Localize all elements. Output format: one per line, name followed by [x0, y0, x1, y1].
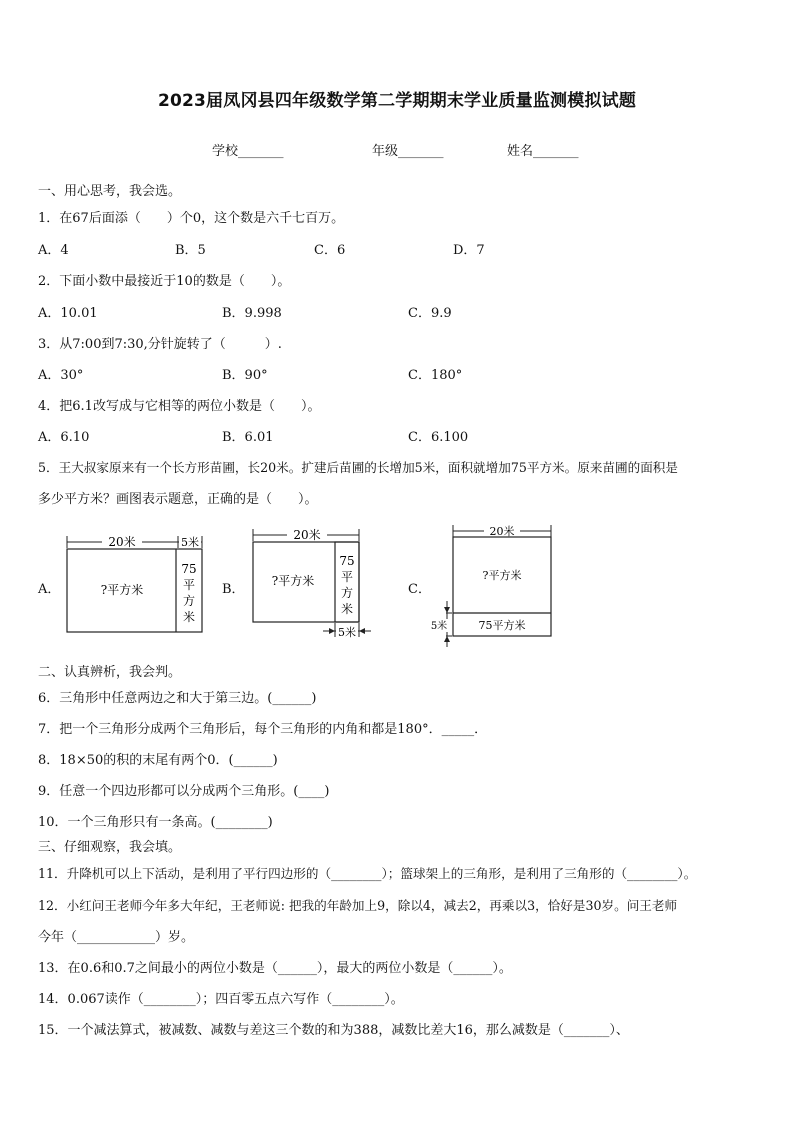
fig-c-side-label: 5米: [430, 621, 448, 632]
page-title: 2023届凤冈县四年级数学第二学期期末学业质量监测模拟试题: [157, 91, 637, 111]
fig-c-main-label: ?平方米: [482, 569, 522, 582]
q4-option-c[interactable]: C．6.100: [408, 430, 469, 445]
fig-b-bottom-label: 5米: [338, 626, 356, 639]
fig-a-v4: 米: [182, 610, 196, 624]
section-1-heading: 一、用心思考，我会选。: [38, 184, 182, 199]
fig-b-v3: 方: [340, 586, 354, 600]
figure-a: [60, 530, 210, 640]
fig-a-v2: 平: [182, 578, 196, 592]
question-10: 10．一个三角形只有一条高。(________): [38, 815, 273, 830]
question-15: 15．一个减法算式，被减数、减数与差这三个数的和为388，减数比差大16，那么减数是（_______）、: [38, 1023, 629, 1038]
section-3-heading: 三、仔细观察，我会填。: [38, 840, 182, 855]
fig-a-v1: 75: [181, 562, 197, 576]
q3-option-b[interactable]: B．90°: [222, 368, 268, 383]
fig-b-main-label: ?平方米: [271, 574, 315, 588]
fig-b-v4: 米: [340, 602, 354, 616]
question-3: 3．从7:00到7:30,分针旋转了（ ）.: [38, 337, 282, 352]
fig-a-v3: 方: [182, 594, 196, 608]
question-11: 11．升降机可以上下活动，是利用了平行四边形的（________）；篮球架上的三角形，是利用了三角形的（________）。: [38, 866, 697, 881]
question-14: 14．0.067读作（________）；四百零五点六写作（________）。: [38, 992, 404, 1007]
name-field[interactable]: 姓名_______: [507, 144, 579, 159]
question-5-line-1: 5．王大叔家原来有一个长方形苗圃，长20米。扩建后苗圃的长增加5米，面积就增加75平方米。原来苗圃的面积是: [38, 460, 678, 475]
q5-option-a[interactable]: A．: [38, 582, 61, 597]
q5-option-c[interactable]: C．: [408, 582, 431, 597]
fig-a-main-label: ?平方米: [100, 583, 144, 597]
q1-option-a[interactable]: A．4: [38, 243, 69, 258]
question-2: 2．下面小数中最接近于10的数是（ ）。: [38, 274, 291, 289]
q2-option-c[interactable]: C．9.9: [408, 306, 452, 321]
q1-option-d[interactable]: D．7: [453, 243, 485, 258]
question-5-line-2: 多少平方米？画图表示题意，正确的是（ ）。: [38, 492, 318, 507]
question-1: 1．在67后面添（ ）个0，这个数是六千七百万。: [38, 211, 345, 226]
question-8: 8．18×50的积的末尾有两个0．(______): [38, 753, 278, 768]
question-7: 7．把一个三角形分成两个三角形后，每个三角形的内角和都是180°．_____．: [38, 722, 488, 737]
q1-option-c[interactable]: C．6: [314, 243, 346, 258]
question-12-line-1: 12．小红问王老师今年多大年纪，王老师说: 把我的年龄加上9，除以4，减去2，再乘以3，恰好是30岁。问王老师: [38, 898, 678, 913]
fig-c-top-label: 20米: [489, 525, 515, 538]
question-13: 13．在0.6和0.7之间最小的两位小数是（______），最大的两位小数是（______）。: [38, 961, 512, 976]
fig-b-top-label: 20米: [293, 528, 321, 542]
question-9: 9．任意一个四边形都可以分成两个三角形。(____): [38, 784, 330, 799]
figure-c: [428, 523, 563, 653]
q1-option-b[interactable]: B．5: [175, 243, 206, 258]
fig-c-strip-label: 75平方米: [478, 619, 526, 632]
q5-option-b[interactable]: B．: [222, 582, 245, 597]
fig-a-top-label: 20米: [108, 535, 136, 549]
school-field[interactable]: 学校_______: [212, 144, 284, 159]
fig-b-v1: 75: [339, 554, 355, 568]
fig-b-v2: 平: [340, 570, 354, 584]
grade-field[interactable]: 年级_______: [372, 144, 444, 159]
q3-option-a[interactable]: A．30°: [38, 368, 84, 383]
q4-option-b[interactable]: B．6.01: [222, 430, 274, 445]
question-4: 4．把6.1改写成与它相等的两位小数是（ ）。: [38, 399, 321, 414]
q2-option-b[interactable]: B．9.998: [222, 306, 282, 321]
section-2-heading: 二、认真辨析，我会判。: [38, 665, 182, 680]
figure-b: [245, 525, 380, 645]
question-6: 6．三角形中任意两边之和大于第三边。(______): [38, 691, 317, 706]
q3-option-c[interactable]: C．180°: [408, 368, 463, 383]
question-12-line-2: 今年（____________）岁。: [38, 930, 195, 945]
q2-option-a[interactable]: A．10.01: [38, 306, 98, 321]
fig-a-side-label: 5米: [181, 536, 199, 549]
q4-option-a[interactable]: A．6.10: [38, 430, 90, 445]
